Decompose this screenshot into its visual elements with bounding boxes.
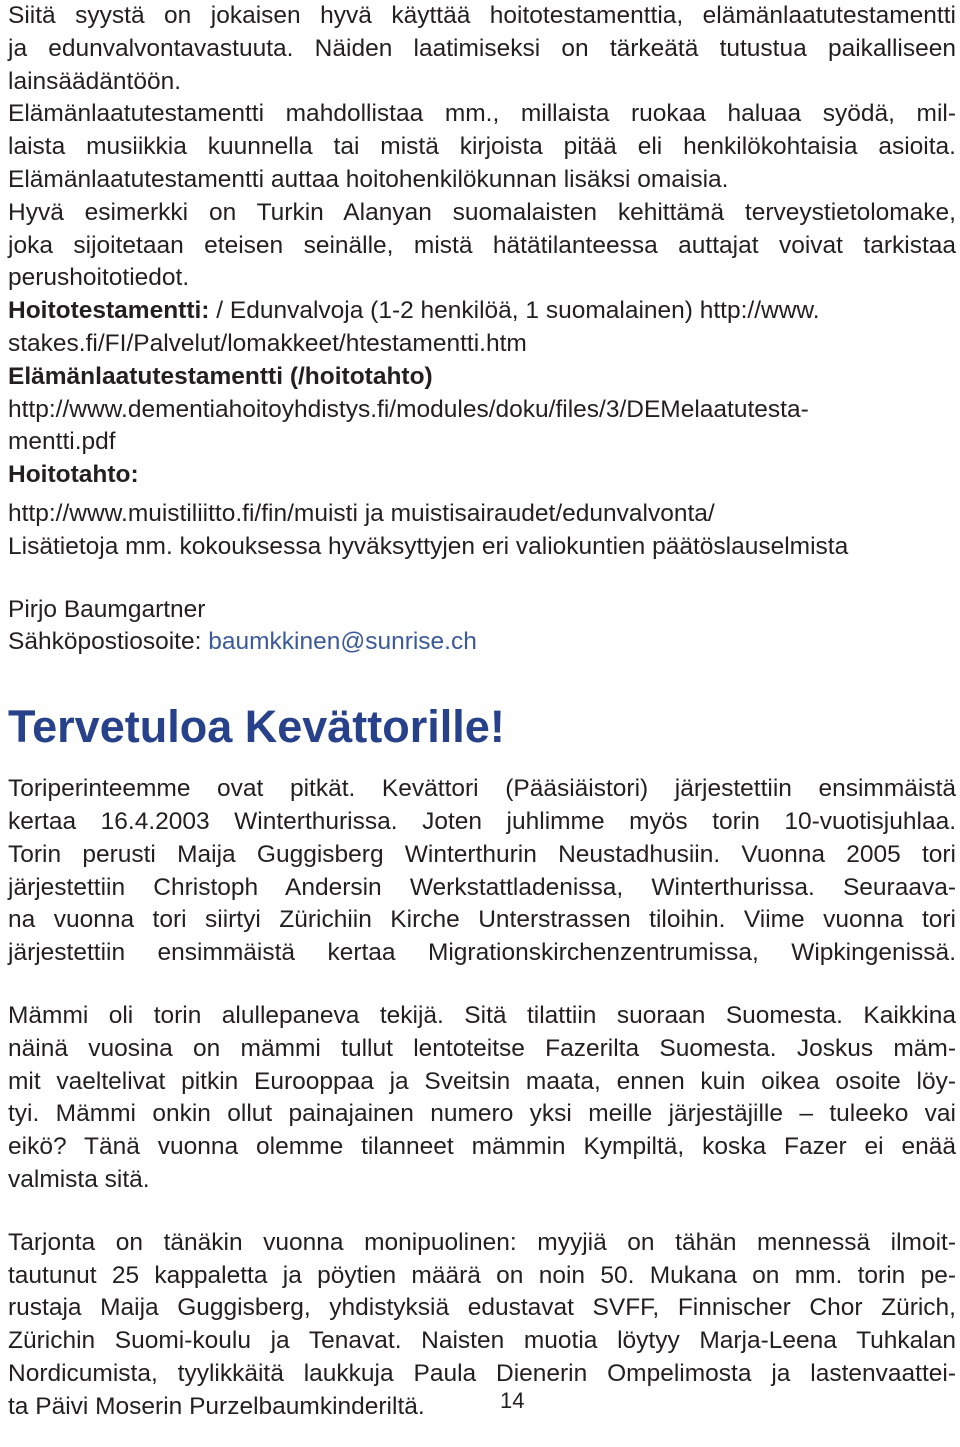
text-line: rustaja Maija Guggisberg, yhdistyksiä edustavat SVFF, Finnischer Chor Zürich, <box>8 1294 956 1322</box>
text-line: järjestettiin ensimmäistä kertaa Migrationskirchenzentrumissa, Wipkingenissä. <box>8 939 956 967</box>
text-line: kertaa 16.4.2003 Winterthurissa. Joten juhlimme myös torin 10-vuotisjuhlaa. <box>8 807 956 835</box>
text-line: laista musiikkia kuunnella tai mistä kirjoista pitää eli henkilökohtaisia asioita. <box>8 133 956 161</box>
page-number: 14 <box>500 1387 525 1413</box>
text-line: Elämänlaatutestamentti mahdollistaa mm., millaista ruokaa haluaa syödä, mil- <box>8 100 956 128</box>
text-line: na vuonna tori siirtyi Zürichiin Kirche Unterstrassen tiloihin. Viime vuonna tori <box>8 906 956 934</box>
author-name: Pirjo Baumgartner <box>8 595 206 623</box>
article-paragraph-3 <box>8 1227 956 1424</box>
text-line: eikö? Tänä vuonna olemme tilanneet mämmin Kympiltä, koska Fazer ei enää <box>8 1133 956 1161</box>
links-section <box>8 295 956 563</box>
text-line: näinä vuosina on mämmi tullut lentoteitse Fazerilta Suomesta. Joskus mäm- <box>8 1034 956 1062</box>
intro-paragraph <box>8 0 956 295</box>
hoitotestamentti-text: / Edunvalvoja (1-2 henkilöä, 1 suomalainen) http://www. <box>209 297 820 325</box>
author-block <box>8 594 956 660</box>
hoitotahto-url[interactable]: http://www.muistiliitto.fi/fin/muisti ja muistisairaudet/edunvalvonta/ <box>8 499 715 527</box>
text-line: järjestettiin Christoph Andersin Werkstattladenissa, Winterthurissa. Seuraava- <box>8 873 956 901</box>
text-line: ja edunvalvontavastuuta. Näiden laatimiseksi on tärkeätä tutustua paikalliseen <box>8 34 956 62</box>
last-text-line <box>8 1387 956 1424</box>
text-line: joka sijoitetaan eteisen seinälle, mistä hätätilanteessa auttajat voivat tarkistaa <box>8 231 956 259</box>
author-email-line <box>8 626 956 659</box>
elamanlaatu-label: Elämänlaatutestamentti (/hoitotahto) <box>8 362 433 390</box>
text-line: Siitä syystä on jokaisen hyvä käyttää hoitotestamenttia, elämänlaatutestamentti <box>8 2 956 29</box>
text-line: lainsäädäntöön. <box>8 67 182 95</box>
text-line: Hyvä esimerkki on Turkin Alanyan suomalaisten kehittämä terveystietolomake, <box>8 198 956 226</box>
text-line: Nordicumista, tyylikkäitä laukkuja Paula Dienerin Ompelimosta ja lastenvaattei- <box>8 1359 956 1387</box>
lisatietoja-text: Lisätietoja mm. kokouksessa hyväksyttyjen eri valiokuntien päätöslauselmista <box>8 532 849 560</box>
text-line: Tarjonta on tänäkin vuonna monipuolinen: myyjiä on tähän mennessä ilmoit- <box>8 1228 956 1256</box>
text-line: Toriperinteemme ovat pitkät. Kevättori (Pääsiäistori) järjestettiin ensimmäistä <box>8 775 956 803</box>
text-line: tyi. Mämmi onkin ollut painajainen numero yksi meille järjestäjille – tuleeko vai <box>8 1100 956 1128</box>
hoitotestamentti-url[interactable]: stakes.fi/FI/Palvelut/lomakkeet/htestamentti.htm <box>8 329 527 357</box>
hoitotestamentti-label: Hoitotestamentti: <box>8 297 210 325</box>
article-paragraph-1 <box>8 773 956 970</box>
article-paragraph-2 <box>8 1000 956 1197</box>
text-line: mit vaeltelivat pitkin Eurooppaa ja Sveitsin maata, ennen kuin oikea osoite löy- <box>8 1067 956 1095</box>
text-line: Zürichin Suomi-koulu ja Tenavat. Naisten muotia löytyy Marja-Leena Tuhkalan <box>8 1327 956 1355</box>
hoitotestamentti-line <box>8 295 956 328</box>
text-line: Torin perusti Maija Guggisberg Winterthurin Neustadhusiin. Vuonna 2005 tori <box>8 840 956 868</box>
document-page <box>8 0 956 1423</box>
text-line: Mämmi oli torin alullepaneva tekijä. Sitä tilattiin suoraan Suomesta. Kaikkina <box>8 1001 956 1029</box>
text-line: perushoitotiedot. <box>8 264 190 292</box>
text-line: tautunut 25 kappaletta ja pöytien määrä on noin 50. Mukana on mm. torin pe- <box>8 1261 956 1289</box>
text-line: ta Päivi Moserin Purzelbaumkinderiltä. <box>8 1392 425 1420</box>
email-link[interactable]: baumkkinen@sunrise.ch <box>208 628 477 656</box>
text-line: Elämänlaatutestamentti auttaa hoitohenkilökunnan lisäksi omaisia. <box>8 165 729 193</box>
elamanlaatu-url-line-2[interactable]: mentti.pdf <box>8 428 116 456</box>
text-line: valmista sitä. <box>8 1165 150 1193</box>
email-label: Sähköpostiosoite: <box>8 628 209 656</box>
elamanlaatu-url-line-1[interactable]: http://www.dementiahoitoyhdistys.fi/modules/doku/files/3/DEMelaatutesta- <box>8 395 809 423</box>
article-heading: Tervetuloa Kevättorille! <box>8 701 505 753</box>
hoitotahto-label: Hoitotahto: <box>8 461 139 489</box>
